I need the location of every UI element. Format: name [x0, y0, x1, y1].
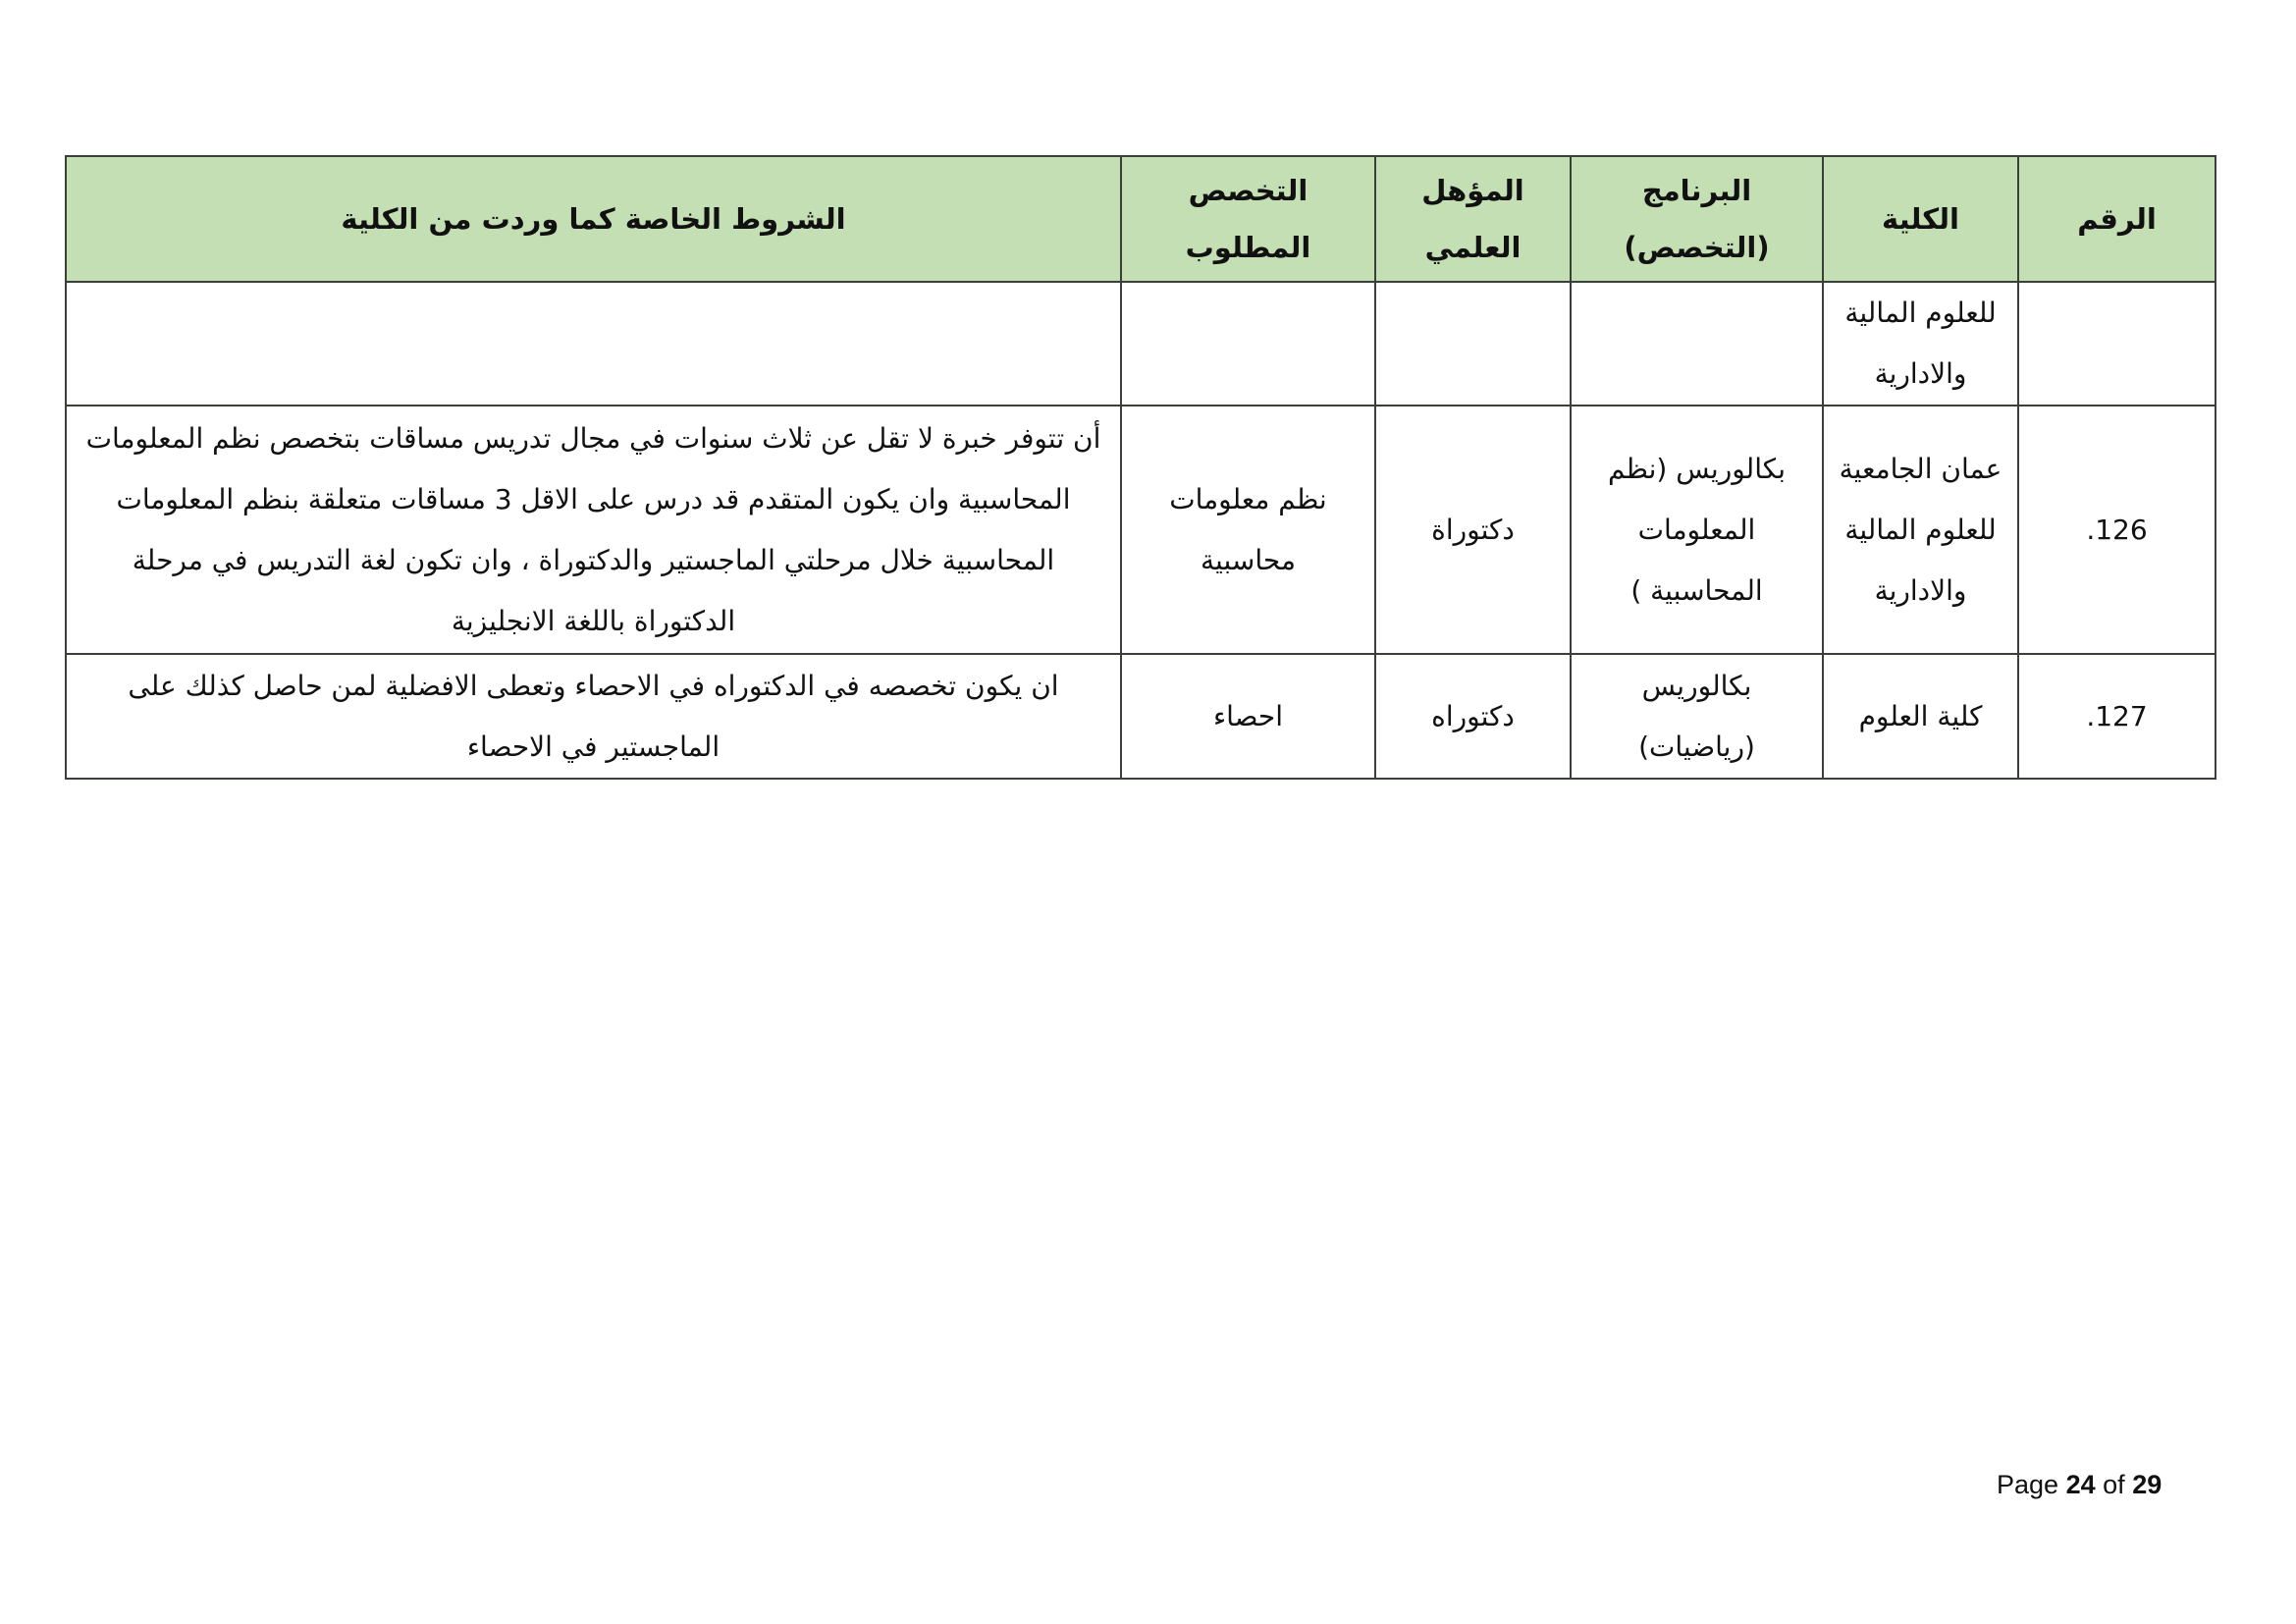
table-header-row: [66, 156, 2216, 282]
header-qualification: المؤهل العلمي: [1375, 156, 1571, 282]
cell-required-specialization: نظم معلومات محاسبية: [1121, 406, 1375, 654]
cell-qualification: دكتوراه: [1375, 654, 1571, 779]
page-word: Page: [1997, 1470, 2059, 1499]
cell-college: للعلوم المالية والادارية: [1823, 282, 2018, 406]
cell-number: .127: [2018, 654, 2216, 779]
cell-number: .126: [2018, 406, 2216, 654]
header-number: الرقم: [2018, 156, 2216, 282]
cell-program: [1571, 282, 1823, 406]
positions-table: [65, 155, 2216, 780]
cell-qualification: [1375, 282, 1571, 406]
cell-required-specialization: احصاء: [1121, 654, 1375, 779]
current-page: 24: [2065, 1470, 2096, 1499]
page-footer: [1997, 1470, 2162, 1500]
total-pages: 29: [2132, 1470, 2163, 1499]
header-program: البرنامج (التخصص): [1571, 156, 1823, 282]
table-row: [66, 654, 2216, 779]
cell-program: بكالوريس (رياضيات): [1571, 654, 1823, 779]
cell-required-specialization: [1121, 282, 1375, 406]
cell-qualification: دكتوراة: [1375, 406, 1571, 654]
cell-conditions: أن تتوفر خبرة لا تقل عن ثلاث سنوات في مجال تدريس مساقات بتخصص نظم المعلومات المحاسبية وان يكون المتقدم قد درس على الاقل 3 مساقات متعلقة بنظم المعلومات المحاسبية خلال مرحلتي الماجستير والدكتوراة ، وان تكون لغة التدريس في مرحلة الدكتوراة باللغة الانجليزية: [66, 406, 1121, 654]
cell-conditions: ان يكون تخصصه في الدكتوراه في الاحصاء وتعطى الافضلية لمن حاصل كذلك على الماجستير في الاحصاء: [66, 654, 1121, 779]
table-row: [66, 406, 2216, 654]
header-college: الكلية: [1823, 156, 2018, 282]
cell-college: عمان الجامعية للعلوم المالية والادارية: [1823, 406, 2018, 654]
header-required-specialization: التخصص المطلوب: [1121, 156, 1375, 282]
cell-college: كلية العلوم: [1823, 654, 2018, 779]
of-word: of: [2103, 1470, 2125, 1499]
table-row: [66, 282, 2216, 406]
header-conditions: الشروط الخاصة كما وردت من الكلية: [66, 156, 1121, 282]
cell-number: [2018, 282, 2216, 406]
cell-program: بكالوريس (نظم المعلومات المحاسبية ): [1571, 406, 1823, 654]
cell-conditions: [66, 282, 1121, 406]
